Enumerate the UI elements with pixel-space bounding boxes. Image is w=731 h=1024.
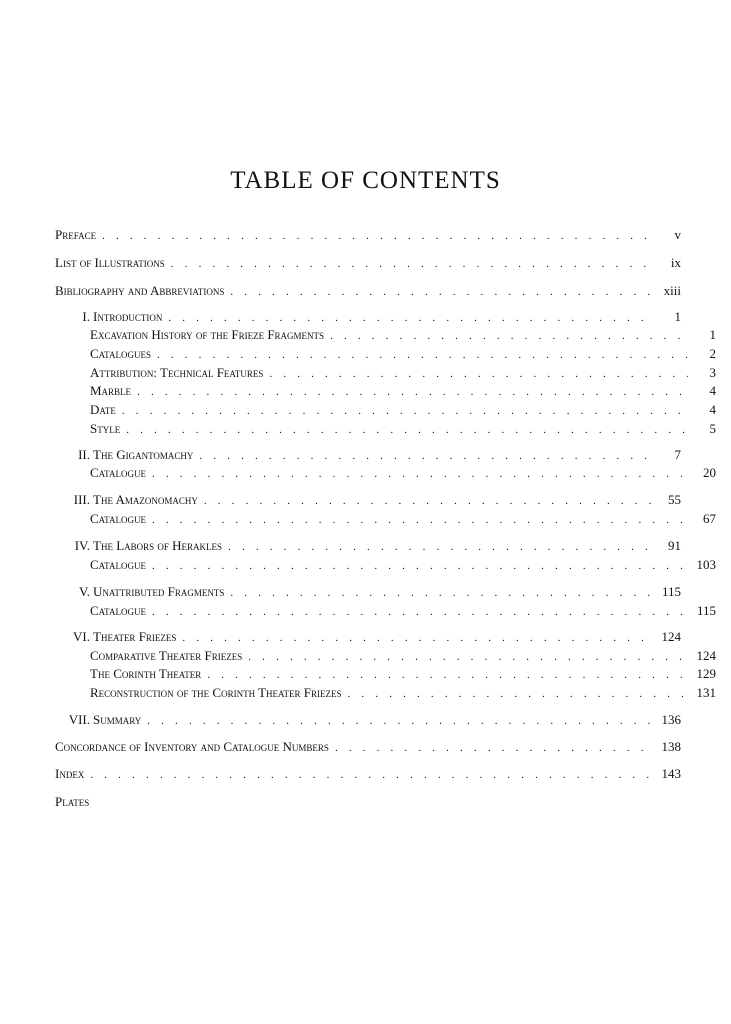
toc-entry-page: v — [674, 227, 681, 242]
toc-entry-label: List of Illustrations — [55, 255, 165, 270]
leader-dots — [102, 227, 653, 245]
leader-dots — [152, 511, 688, 529]
chapter-number: VII. — [68, 712, 90, 727]
toc-entry-page: 55 — [668, 492, 681, 507]
toc-entry-page: 115 — [661, 584, 681, 599]
toc-chapter-5 — [55, 583, 681, 601]
toc-subentry — [55, 684, 716, 702]
leader-dots — [348, 685, 688, 703]
page-title: TABLE OF CONTENTS — [230, 167, 501, 194]
toc-chapter-7 — [55, 711, 681, 729]
toc-subentry — [55, 510, 716, 528]
leader-dots — [168, 309, 653, 327]
toc-entry-label: Date — [90, 402, 116, 417]
leader-dots — [157, 346, 688, 364]
toc-subentry — [55, 420, 716, 438]
toc-entry-page: 1 — [709, 327, 716, 342]
toc-chapter-4 — [55, 537, 681, 555]
toc-entry-label: Comparative Theater Friezes — [90, 648, 243, 663]
toc-entry-page: ix — [670, 255, 681, 270]
toc-entry-page: 124 — [661, 629, 681, 644]
toc-entry-page: 7 — [674, 447, 681, 462]
toc-subentry — [55, 326, 716, 344]
leader-dots — [126, 421, 688, 439]
toc-entry-label: Preface — [55, 227, 97, 242]
toc-entry-label: Introduction — [93, 309, 163, 324]
leader-dots — [230, 283, 653, 301]
toc-chapter-3 — [55, 491, 681, 509]
chapter-number: I. — [82, 309, 90, 324]
toc-entry-page: 5 — [709, 421, 716, 436]
toc-entry-concordance — [55, 738, 681, 756]
toc-entry-label: The Gigantomachy — [93, 447, 194, 462]
toc-subentry — [55, 364, 716, 382]
toc-entry-bibliography — [55, 282, 681, 300]
toc-subentry — [55, 665, 716, 683]
toc-entry-label: Marble — [90, 383, 132, 398]
chapter-number: III. — [73, 492, 90, 507]
leader-dots — [182, 629, 653, 647]
leader-dots — [230, 584, 653, 602]
toc-entry-label: Theater Friezes — [93, 629, 177, 644]
leader-dots — [207, 666, 688, 684]
toc-chapter-2 — [55, 446, 681, 464]
toc-entry-label: Excavation History of the Frieze Fragments — [90, 327, 325, 342]
leader-dots — [152, 557, 688, 575]
toc-entry-page: 143 — [661, 766, 681, 781]
toc-entry-label: Index — [55, 766, 85, 781]
toc-entry-page: 2 — [709, 346, 716, 361]
leader-dots — [335, 739, 653, 757]
toc-entry-page: 3 — [709, 365, 716, 380]
toc-entry-page: 103 — [696, 557, 716, 572]
toc-entry-page: 4 — [709, 402, 716, 417]
toc-entry-label: Summary — [93, 712, 142, 727]
toc-chapter-6 — [55, 628, 681, 646]
toc-entry-preface — [55, 226, 681, 244]
chapter-number: II. — [78, 447, 90, 462]
toc-subentry — [55, 382, 716, 400]
toc-entry-label: Bibliography and Abbreviations — [55, 283, 225, 298]
leader-dots — [152, 465, 688, 483]
toc-chapter-1 — [55, 308, 681, 326]
toc-entry-page: 91 — [668, 538, 681, 553]
leader-dots — [269, 365, 688, 383]
toc-subentry — [55, 464, 716, 482]
toc-entry-label: Plates — [55, 794, 90, 809]
toc-entry-label: Catalogue — [90, 465, 146, 480]
toc-entry-label: Unattributed Fragments — [93, 584, 225, 599]
toc-entry-label: Catalogues — [90, 346, 151, 361]
toc-entry-page: 124 — [696, 648, 716, 663]
leader-dots — [171, 255, 653, 273]
chapter-number: IV. — [74, 538, 90, 553]
toc-entry-page: 67 — [703, 511, 716, 526]
toc-entry-page: 131 — [696, 685, 716, 700]
chapter-number: VI. — [73, 629, 90, 644]
toc-entry-label: Attribution: Technical Features — [90, 365, 264, 380]
toc-entry-page: 129 — [696, 666, 716, 681]
leader-dots — [204, 492, 653, 510]
toc-entry-label: Concordance of Inventory and Catalogue Numbers — [55, 739, 329, 754]
toc-entry-page: 138 — [661, 739, 681, 754]
toc-subentry — [55, 647, 716, 665]
leader-dots — [152, 603, 688, 621]
toc-entry-page: 1 — [674, 309, 681, 324]
toc-subentry — [55, 556, 716, 574]
toc-entry-page: 4 — [709, 383, 716, 398]
leader-dots — [330, 327, 688, 345]
leader-dots — [147, 712, 653, 730]
toc-entry-label: Catalogue — [90, 511, 146, 526]
leader-dots — [248, 648, 688, 666]
chapter-number: V. — [79, 584, 90, 599]
toc-entry-label: The Amazonomachy — [93, 492, 198, 507]
toc-entry-page: 20 — [703, 465, 716, 480]
leader-dots — [90, 766, 653, 784]
toc-entry-label: Catalogue — [90, 603, 146, 618]
toc-entry-page: xiii — [663, 283, 681, 298]
toc-entry-label: Style — [90, 421, 121, 436]
toc-entry-page: 136 — [661, 712, 681, 727]
leader-dots — [122, 402, 688, 420]
leader-dots — [199, 447, 653, 465]
toc-entry-index — [55, 765, 681, 783]
leader-dots — [228, 538, 653, 556]
toc-entry-list-of-illustrations — [55, 254, 681, 272]
toc-entry-page: 115 — [696, 603, 716, 618]
toc-entry-label: Reconstruction of the Corinth Theater Friezes — [90, 685, 342, 700]
toc-subentry — [55, 602, 716, 620]
toc-entry-label: The Corinth Theater — [90, 666, 202, 681]
toc-entry-label: The Labors of Herakles — [93, 538, 223, 553]
toc-entry-plates — [55, 793, 681, 811]
toc-subentry — [55, 401, 716, 419]
toc-subentry — [55, 345, 716, 363]
leader-dots — [137, 383, 688, 401]
toc-entry-label: Catalogue — [90, 557, 146, 572]
